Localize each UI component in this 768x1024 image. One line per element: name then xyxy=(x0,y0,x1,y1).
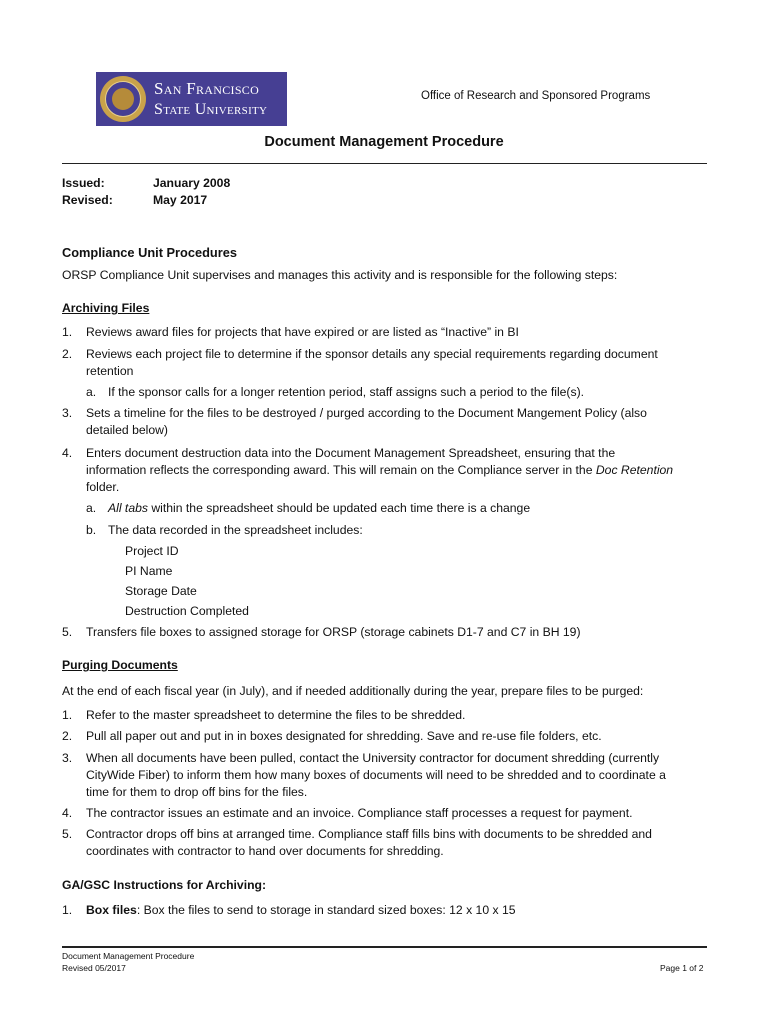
purging-item-5: Contractor drops off bins at arranged time. Compliance staff fills bins with documents to be shredded and xyxy=(86,827,652,841)
issued-label: Issued: xyxy=(62,176,105,190)
list-number: 5. xyxy=(62,827,73,841)
archiving-item-2a: If the sponsor calls for a longer retention period, staff assigns such a period to the file(s). xyxy=(108,385,585,399)
title-divider xyxy=(62,163,707,164)
footer-divider xyxy=(62,946,707,948)
archiving-item-4a xyxy=(108,500,530,517)
archiving-item-1: Reviews award files for projects that have expired or are listed as “Inactive” in BI xyxy=(86,325,519,339)
gagsc-item-1 xyxy=(86,902,516,919)
purging-item-1: Refer to the master spreadsheet to determine the files to be shredded. xyxy=(86,708,466,722)
box-files-text: : Box the files to send to storage in standard sized boxes: 12 x 10 x 15 xyxy=(136,903,516,917)
list-number: 3. xyxy=(62,406,73,420)
doc-retention-folder: Doc Retention xyxy=(595,463,674,477)
archiving-item-3: Sets a timeline for the files to be destroyed / purged according to the Document Mangement Policy (also xyxy=(86,406,647,420)
list-number: 1. xyxy=(62,708,73,722)
list-number: 3. xyxy=(62,751,73,765)
purging-item-3-cont: CityWide Fiber) to inform them how many boxes of documents will need to be shredded and to coordinate a xyxy=(86,768,666,782)
revised-value: May 2017 xyxy=(153,193,208,207)
archiving-item-3-cont: detailed below) xyxy=(86,423,168,437)
purging-item-4: The contractor issues an estimate and an invoice. Compliance staff processes a request for payment. xyxy=(86,806,633,820)
logo-line-2: State University xyxy=(154,101,268,118)
archiving-item-4-text: information reflects the corresponding award. This will remain on the Compliance server in the xyxy=(86,463,596,477)
logo-line-1: San Francisco xyxy=(154,79,260,98)
purging-item-3: When all documents have been pulled, contact the University contractor for document shredding (currently xyxy=(86,751,660,765)
list-number: 1. xyxy=(62,325,73,339)
list-letter: b. xyxy=(86,523,97,537)
list-number: 2. xyxy=(62,729,73,743)
list-letter: a. xyxy=(86,385,97,399)
archiving-item-4: Enters document destruction data into the Document Management Spreadsheet, ensuring that the xyxy=(86,446,616,460)
purging-item-5-cont: coordinates with contractor to hand over documents for shredding. xyxy=(86,844,444,858)
subheading-archiving: Archiving Files xyxy=(62,301,150,315)
purging-item-3-end: time for them to drop off bins for the files. xyxy=(86,785,308,799)
university-logo xyxy=(96,72,287,126)
page-title: Document Management Procedure xyxy=(264,134,504,150)
spreadsheet-field: PI Name xyxy=(125,564,173,578)
archiving-item-4a-text: within the spreadsheet should be updated each time there is a change xyxy=(147,501,531,515)
archiving-item-5: Transfers file boxes to assigned storage for ORSP (storage cabinets D1-7 and C7 in BH 19) xyxy=(86,625,581,639)
list-number: 5. xyxy=(62,625,73,639)
university-seal-icon xyxy=(100,76,146,122)
section-heading-compliance: Compliance Unit Procedures xyxy=(62,245,237,260)
section-heading-gagsc: GA/GSC Instructions for Archiving: xyxy=(62,878,267,892)
list-letter: a. xyxy=(86,501,97,515)
logo-wordmark xyxy=(154,78,267,120)
archiving-item-2-cont: retention xyxy=(86,364,134,378)
box-files-label: Box files xyxy=(86,903,137,917)
spreadsheet-field: Storage Date xyxy=(125,584,197,598)
purging-intro: At the end of each fiscal year (in July), and if needed additionally during the year, prepare files to be purged: xyxy=(62,684,644,698)
section-intro: ORSP Compliance Unit supervises and manages this activity and is responsible for the following steps: xyxy=(62,268,618,282)
spreadsheet-field: Project ID xyxy=(125,544,179,558)
purging-item-2: Pull all paper out and put in in boxes designated for shredding. Save and re-use file folders, etc. xyxy=(86,729,602,743)
all-tabs-emphasis: All tabs xyxy=(108,501,148,515)
footer-doc-title: Document Management Procedure xyxy=(62,951,195,961)
archiving-item-2: Reviews each project file to determine if the sponsor details any special requirements regarding document xyxy=(86,347,658,361)
subheading-purging: Purging Documents xyxy=(62,658,178,672)
archiving-item-4b: The data recorded in the spreadsheet includes: xyxy=(108,523,363,537)
issued-value: January 2008 xyxy=(153,176,231,190)
list-number: 1. xyxy=(62,903,73,917)
list-number: 4. xyxy=(62,806,73,820)
archiving-item-4-end: folder. xyxy=(86,480,120,494)
office-name: Office of Research and Sponsored Programs xyxy=(421,90,651,102)
spreadsheet-field: Destruction Completed xyxy=(125,604,249,618)
footer-revised: Revised 05/2017 xyxy=(62,963,126,973)
revised-label: Revised: xyxy=(62,193,113,207)
list-number: 2. xyxy=(62,347,73,361)
archiving-item-4-cont xyxy=(86,462,673,479)
footer-page-number: Page 1 of 2 xyxy=(660,963,704,973)
list-number: 4. xyxy=(62,446,73,460)
